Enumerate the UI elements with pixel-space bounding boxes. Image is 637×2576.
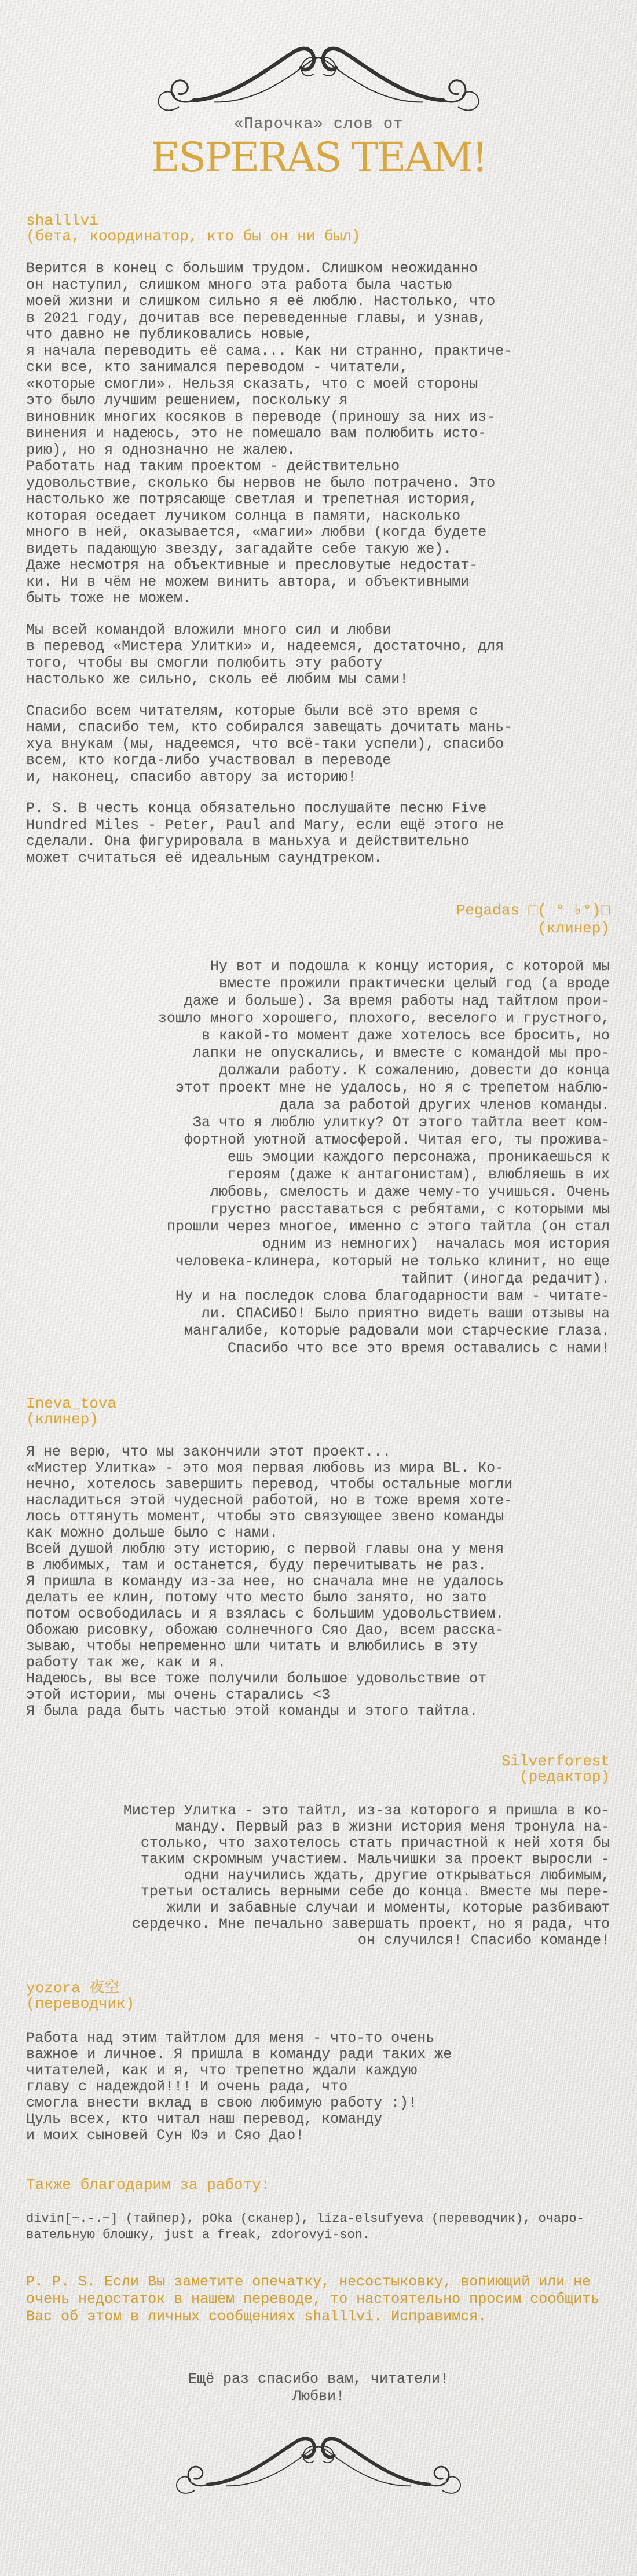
member-role: (редактор)	[519, 1768, 610, 1785]
text-line: Я не верю, что мы закончили этот проект...	[26, 1443, 391, 1460]
text-line: Спасибо всем читателям, которые были всё это время с	[26, 702, 478, 719]
member-message	[26, 260, 512, 866]
text-line: Я была рада быть частью этой команды и этого тайтла.	[26, 1703, 478, 1719]
member-name: Silverforest	[501, 1752, 610, 1770]
text-line: мангалибе, которые радовали мои старческие глаза.	[184, 1322, 610, 1339]
text-line: зываю, чтобы непременно шли читать и влюбились в эту	[26, 1638, 478, 1655]
text-line: работу так же, как и я.	[26, 1654, 226, 1671]
text-line: в перевод «Мистера Улитки» и, надеемся, достаточно, для	[26, 638, 504, 655]
text-line: быть тоже не можем.	[26, 590, 192, 607]
text-line: вательную блошку, just a freak, zdorovyi-son.	[26, 2228, 371, 2242]
text-line: и моих сыновей Сун Юэ и Сяо Дао!	[26, 2127, 305, 2144]
text-line: одним из немногих) началась моя история	[262, 1236, 610, 1252]
text-line: в любимых, там и останется, буду перечитывать не раз.	[26, 1557, 487, 1574]
text-line: Любви!	[292, 2388, 345, 2405]
member-name: yozora 夜空	[26, 1979, 120, 1997]
text-line: тайпит (иногда редачит).	[401, 1270, 610, 1287]
text-line: Даже несмотря на объективные и пресловутые недостат-	[26, 557, 478, 574]
text-line: настолько же потрясающе светлая и трепетная история,	[26, 491, 478, 508]
text-line: дала за работой других членов команды.	[279, 1097, 610, 1114]
text-line: смогла внести вклад в свою любимую работу :)!	[26, 2094, 418, 2111]
text-line: хуа внукам (мы, надеемся, что всё-таки успели), спасибо	[26, 735, 504, 752]
member-name: Ineva_tova	[26, 1395, 117, 1412]
text-line: очень недостаток в нашем переводе, то настоятельно просим сообщить	[26, 2291, 600, 2307]
text-line: моей жизни и слишком сильно я её люблю. Настолько, что	[26, 293, 496, 310]
paragraph	[26, 2030, 452, 2144]
text-line: он наступил, слишком много эта работа была частью	[26, 276, 452, 293]
member-role: (переводчик)	[26, 1995, 135, 2012]
text-line: лапки не опускались, и вместе с командой мы про-	[192, 1045, 610, 1061]
paragraph	[26, 260, 512, 607]
paragraph	[26, 800, 512, 866]
text-line: насладиться этой чудесной работой, но в тоже время хоте-	[26, 1492, 513, 1509]
text-line: делать ее клин, потому что место было занято, но зато	[26, 1589, 487, 1606]
page-title: ESPERAS TEAM!	[151, 134, 486, 181]
text-line: сделали. Она фигурировала в маньхуа и действительно	[26, 833, 470, 850]
text-line: это было лучшим решением, поскольку я	[26, 392, 348, 409]
text-line: читателей, как и я, что трепетно ждали каждую	[26, 2062, 418, 2079]
member-message	[26, 1803, 610, 1949]
text-line: Мистер Улитка - это тайтл, из-за которого я пришла в ко-	[123, 1802, 610, 1819]
text-line: divin[~.-.~] (тайпер), pOka (сканер), liza-elsufyeva (переводчик), очаро-	[26, 2211, 584, 2226]
text-line: как можно дольше было с нами.	[26, 1524, 279, 1541]
text-line: может считаться её идеальным саундтреком.	[26, 849, 383, 866]
section-yozora	[26, 1980, 452, 2144]
text-line: Я пришла в команду из-за нее, но сначала мне не удалось	[26, 1573, 504, 1590]
text-line: ли. СПАСИБО! Было приятно видеть ваши отзывы на	[201, 1305, 610, 1322]
text-line: сердечко. Мне печально завершать проект, но я рада, что	[131, 1916, 610, 1932]
text-line: столько, что захотелось стать причастной к ней хотя бы	[140, 1835, 610, 1851]
text-line: Hundred Miles - Peter, Paul and Mary, если ещё этого не	[26, 816, 504, 833]
member-name: Pegadas □( ° ♭°)□	[456, 902, 610, 919]
member-role: (клинер)	[537, 920, 610, 937]
text-line: P. P. S. Если Вы заметите опечатку, несостыковку, вопиющий или не	[26, 2273, 591, 2290]
text-line: Работать над таким проектом - действительно	[26, 458, 400, 475]
closing-message	[0, 2371, 637, 2405]
text-line: зошло много хорошего, плохого, веселого и грустного,	[158, 1010, 610, 1027]
text-line: любовь, смелость и даже чему-то учишься. Очень	[210, 1184, 610, 1200]
text-line: Обожаю рисовку, обожаю солнечного Сяо Дао, всем расска-	[26, 1622, 504, 1638]
text-line: ешь эмоции каждого персонажа, проникаешься к	[227, 1149, 610, 1166]
paragraph	[26, 703, 512, 786]
text-line: я начала переводить её сама... Как ни странно, практиче-	[26, 342, 513, 359]
member-message	[26, 1444, 512, 1719]
text-line: Всей душой люблю эту историю, с первой главы она у меня	[26, 1541, 504, 1557]
member-message	[26, 2030, 452, 2144]
section-ineva-tova	[26, 1396, 512, 1719]
paragraph	[26, 958, 610, 1357]
calligraphic-swirl-divider-icon	[155, 30, 482, 123]
text-line: Цуль всех, кто читал наш перевод, команду	[26, 2111, 383, 2127]
text-line: Ещё раз спасибо вам, читатели!	[188, 2371, 449, 2387]
text-line: в какой-то момент даже хотелось все бросить, но	[201, 1027, 610, 1044]
text-line: вместе прожили практически целый год (а вроде	[218, 975, 610, 992]
text-line: лось оттянуть момент, чтобы это связующее звено команды	[26, 1508, 504, 1525]
text-line: рию), но я однозначно не жалею.	[26, 441, 296, 458]
text-line: этот проект мне не удалось, но я с трепетом наблю-	[175, 1079, 610, 1096]
text-line: Ну вот и подошла к концу история, с которой мы	[210, 958, 610, 975]
text-line: одни научились ждать, другие открываться любимым,	[184, 1867, 610, 1884]
text-line: много в ней, оказывается, «магии» любви (когда будете	[26, 524, 487, 541]
text-line: что давно не публиковались новые,	[26, 326, 313, 343]
additional-credits	[26, 2177, 584, 2243]
text-line: должали работу. К сожалению, довести до конца	[218, 1062, 610, 1079]
text-line: манду. Первый раз в жизни история меня тронула на-	[175, 1818, 610, 1835]
text-line: Спасибо что все это время оставались с нами!	[227, 1340, 610, 1357]
section-shalllvi	[26, 213, 512, 881]
text-line: в 2021 году, дочитав все переведенные главы, и узнав,	[26, 309, 487, 326]
text-line: грустно расставаться с ребятами, с которыми мы	[210, 1201, 610, 1218]
text-line: нечно, хотелось завершить перевод, чтобы остальные могли	[26, 1476, 513, 1493]
text-line: P. S. В честь конца обязательно послушайте песню Five	[26, 800, 487, 817]
text-line: которая оседает лучиком солнца в памяти, насколько	[26, 507, 461, 524]
text-line: главу с надеждой!!! И очень рада, что	[26, 2078, 348, 2095]
text-line: ски все, кто занимался переводом - читатели,	[26, 359, 409, 376]
text-line: важное и личное. Я пришла в команду ради таких же	[26, 2046, 452, 2063]
text-line: За что я люблю улитку? От этого тайтла веет ком-	[192, 1114, 610, 1131]
member-name: shalllvi	[26, 212, 98, 229]
text-line: настолько же сильно, сколь её любим мы сами!	[26, 671, 409, 688]
member-message	[26, 958, 610, 1357]
text-line: этой истории, мы очень старались <3	[26, 1686, 331, 1703]
paragraph	[26, 1803, 610, 1949]
text-line: героям (даже к антагонистам), влюбляешь в их	[227, 1166, 610, 1183]
paragraph	[26, 1444, 512, 1719]
text-line: таким скромным участием. Мальчишки за проект выросли -	[140, 1851, 610, 1868]
text-line: Мы всей командой вложили много сил и любви	[26, 621, 391, 638]
paragraph	[26, 622, 512, 688]
text-line: всем, кто когда-либо участвовал в переводе	[26, 752, 391, 769]
text-line: виновник многих косяков в переводе (приношу за них из-	[26, 408, 496, 425]
member-role: (клинер)	[26, 1410, 98, 1428]
text-line: «которые смогли». Нельзя сказать, что с моей стороны	[26, 375, 478, 392]
text-line: третьи остались верными себе до конца. Вместе мы пере-	[140, 1883, 610, 1900]
text-line: Работа над этим тайтлом для меня - что-то очень	[26, 2030, 435, 2046]
section-silverforest	[26, 1754, 610, 1949]
text-line: Надеюсь, вы все тоже получили большое удовольствие от	[26, 1670, 487, 1687]
text-line: и, наконец, спасибо автору за историю!	[26, 768, 357, 785]
text-line: жили и забавные случаи и моменты, которые разбивают	[166, 1899, 610, 1916]
text-line: потом освободилась и я взялась с большим удовольствием.	[26, 1605, 504, 1622]
text-line: ки. Ни в чём не можем винить автора, и объективными	[26, 573, 470, 590]
text-line: фортной уютной атмосферой. Читая его, ты прожива-	[184, 1131, 610, 1148]
pps-note	[26, 2273, 599, 2325]
text-line: видеть падающую звезду, загадайте себе такую же).	[26, 540, 452, 557]
calligraphic-swirl-divider-icon	[174, 2422, 463, 2504]
text-line: Ну и на последок слова благодарности вам - читате-	[175, 1288, 610, 1304]
text-line: того, чтобы вы смогли полюбить эту работу	[26, 654, 383, 671]
text-line: даже и больше). За время работы над тайтлом прои-	[184, 993, 610, 1009]
text-line: прошли через многое, именно с этого тайтла (он стал	[166, 1218, 610, 1235]
member-role: (бета, координатор, кто бы он ни был)	[26, 227, 361, 245]
text-line: Вас об этом в личных сообщениях shalllvi. Исправимся.	[26, 2308, 487, 2325]
text-line: человека-клинера, который не только клинит, но еще	[175, 1253, 610, 1270]
text-line: винения и надеюсь, это не помешало вам полюбить исто-	[26, 425, 487, 442]
credits-names	[26, 2211, 584, 2243]
section-pegadas	[26, 902, 610, 1357]
text-line: нами, спасибо тем, кто собирался завещать дочитать мань-	[26, 719, 513, 736]
text-line: «Мистер Улитка» - это моя первая любовь из мира BL. Ко-	[26, 1460, 504, 1476]
text-line: он случился! Спасибо команде!	[357, 1932, 610, 1949]
text-line: удовольствие, сколько бы нервов не было потрачено. Это	[26, 474, 496, 491]
page-subtitle: «Парочка» слов от	[233, 116, 404, 133]
text-line: Верится в конец с большим трудом. Слишком неожиданно	[26, 260, 478, 277]
credits-heading: Также благодарим за работу:	[26, 2176, 270, 2193]
